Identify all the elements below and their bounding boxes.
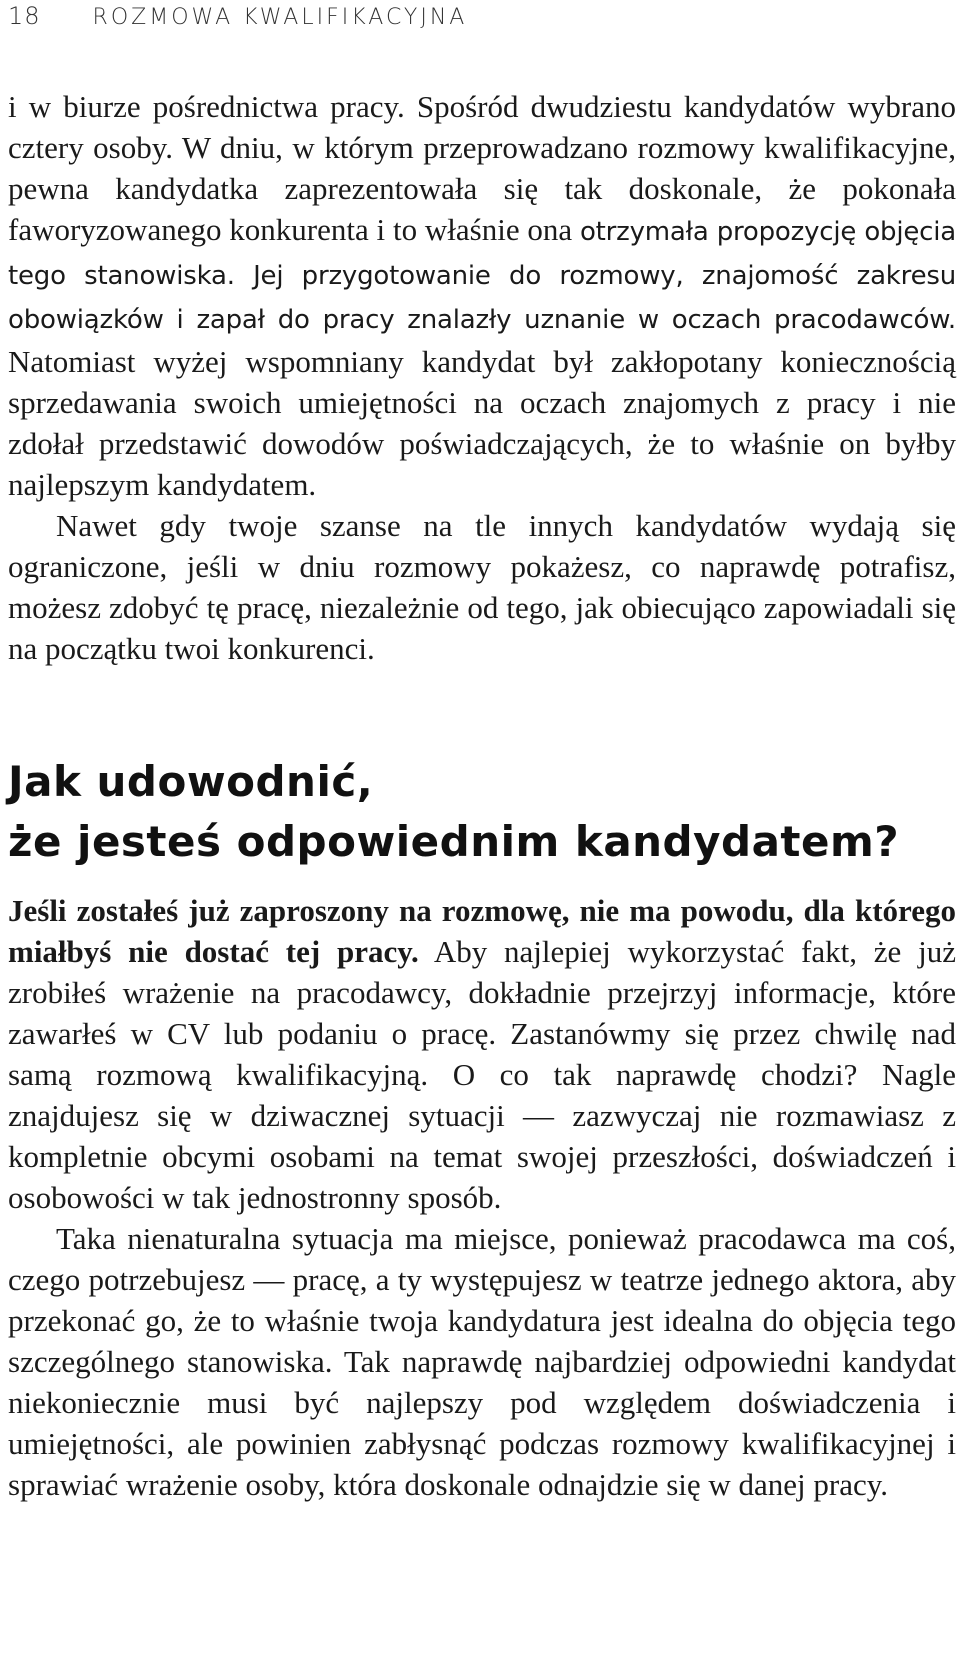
section-heading bbox=[8, 752, 956, 872]
section-heading-line-2: że jesteś odpowiednim kandydatem? bbox=[8, 817, 900, 866]
paragraph-text: Aby najlepiej wykorzystać fakt, że już zrobiłeś wrażenie na pracodawcy, dokładnie przejrzyj informacje, które zawarłeś w CV lub podaniu o pracę. Zastanówmy się przez chwilę nad samą rozmową kwalifikacyjną. O co tak naprawdę chodzi? Nagle znajdujesz się w dziwacznej sytuacji — zazwyczaj nie rozmawiasz z kompletnie obcymi osobami na temat swojej przeszłości, doświadczeń i osobowości w tak jednostronny sposób. bbox=[8, 934, 956, 1215]
paragraph bbox=[8, 86, 956, 505]
paragraph-text-serif: i w biurze pośrednictwa pracy. Spośród dwudziestu kandydatów wybrano cztery osoby. W dniu, w którym przeprowadzano rozmowy kwalifikacyjne, pewna kandydatka zaprezentowała się tak doskonale, że pokonała faworyzowanego konkurenta i to właśnie ona bbox=[8, 89, 956, 247]
running-head bbox=[8, 2, 467, 38]
paragraph-text-serif: Natomiast wyżej wspomniany kandydat był zakłopotany koniecznością sprzedawania swoich umiejętności na oczach znajomych z pracy i nie zdołał przedstawić dowodów poświadczających, że to właśnie on byłby najlepszym kandydatem. bbox=[8, 344, 956, 502]
page-number: 18 bbox=[8, 2, 41, 30]
paragraph-text-sans: otrzymała propozycję objęcia tego stanowiska. Jej przygotowanie do rozmowy, znajomość zakresu obowiązków i zapał do pracy znalazły uznanie w oczach pracodawców. bbox=[8, 217, 956, 335]
body-text-bottom bbox=[8, 890, 956, 1505]
paragraph bbox=[8, 890, 956, 1218]
lead-sentence: Jeśli zostałeś już zaproszony na rozmowę, nie ma powodu, dla którego miałbyś nie dostać tej pracy. bbox=[8, 893, 956, 969]
body-text-top bbox=[8, 86, 956, 669]
running-title: ROZMOWA KWALIFIKACYJNA bbox=[92, 5, 468, 30]
paragraph: Nawet gdy twoje szanse na tle innych kandydatów wydają się ograniczone, jeśli w dniu rozmowy pokażesz, co naprawdę potrafisz, możesz zdobyć tę pracę, niezależnie od tego, jak obiecująco zapowiadali się na początku twoi konkurenci. bbox=[8, 508, 956, 666]
paragraph: Taka nienaturalna sytuacja ma miejsce, ponieważ pracodawca ma coś, czego potrzebujesz — pracę, a ty występujesz w teatrze jednego aktora, aby przekonać go, że to właśnie twoja kandydatura jest idealna do objęcia tego szczególnego stanowiska. Tak naprawdę najbardziej odpowiedni kandydat niekoniecznie musi być najlepszy pod względem doświadczenia i umiejętności, ale powinien zabłysnąć podczas rozmowy kwalifikacyjnej i sprawiać wrażenie osoby, która doskonale odnajdzie się w danej pracy. bbox=[8, 1221, 956, 1502]
section-heading-line-1: Jak udowodnić, bbox=[8, 757, 374, 806]
